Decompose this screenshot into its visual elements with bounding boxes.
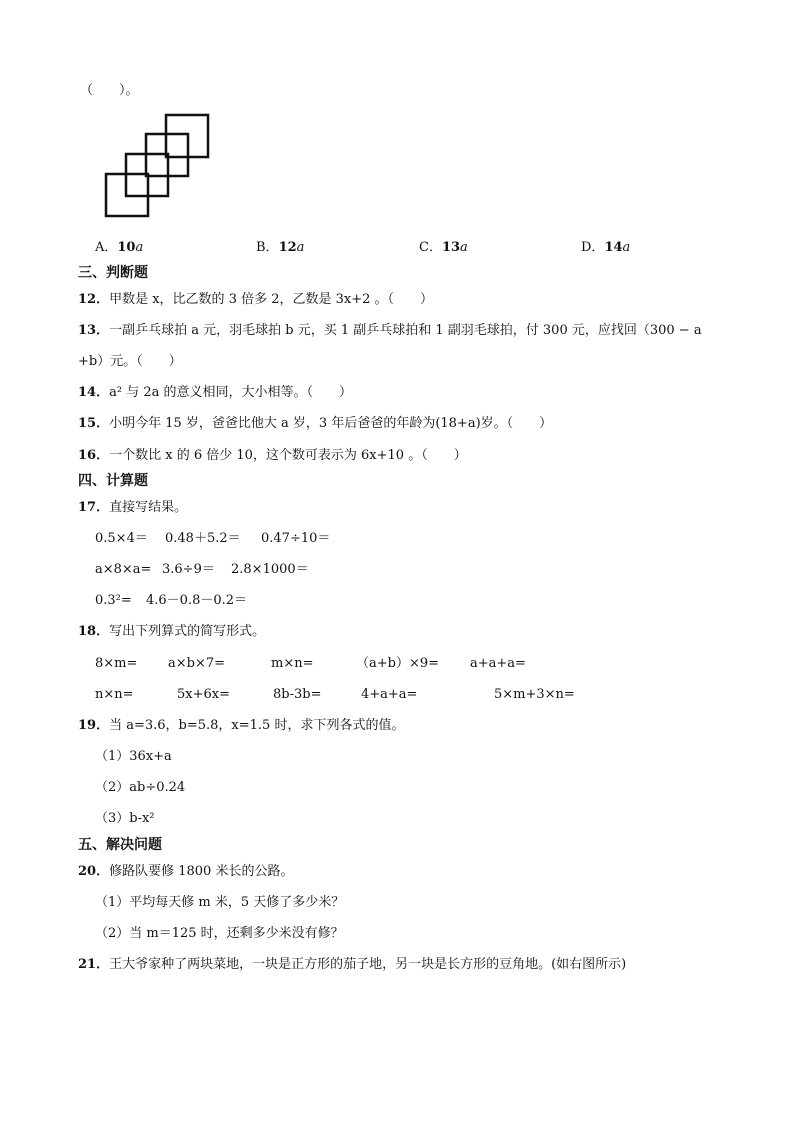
question-15: 15．小明今年 15 岁，爸爸比他大 a 岁，3 年后爸爸的年龄为(18+a)岁。（ ） xyxy=(78,416,553,431)
option-d: D．14a xyxy=(581,240,631,255)
calc-item: 2.8×1000＝ xyxy=(231,562,309,577)
calc-item: 3.6÷9＝ xyxy=(162,562,215,577)
calc-item: 0.48＋5.2＝ xyxy=(165,531,241,546)
question-17: 17．直接写结果。 xyxy=(78,500,188,515)
section-title-judgement: 三、判断题 xyxy=(78,265,148,281)
calc-item: 0.3²= xyxy=(95,593,132,608)
shorthand-item: 8×m= xyxy=(95,656,138,671)
answer-bracket: （ ）。 xyxy=(80,83,139,98)
shorthand-item: a×b×7= xyxy=(168,656,226,671)
shorthand-item: a+a+a= xyxy=(470,656,526,671)
option-a: A．10a xyxy=(95,240,144,255)
shorthand-item: m×n= xyxy=(271,656,314,671)
calc-item: a×8×a= xyxy=(95,562,152,577)
section-title-calculation: 四、计算题 xyxy=(78,473,148,489)
question-13-cont: +b）元。（ ） xyxy=(78,354,182,369)
question-16: 16．一个数比 x 的 6 倍少 10，这个数可表示为 6x+10 。（ ） xyxy=(78,448,467,463)
sub-question: （2）当 m＝125 时，还剩多少米没有修？ xyxy=(95,926,344,941)
question-12: 12．甲数是 x，比乙数的 3 倍多 2，乙数是 3x+2 。（ ） xyxy=(78,292,434,307)
calc-item: 4.6－0.8－0.2＝ xyxy=(146,593,248,608)
overlapping-squares-figure xyxy=(104,112,214,222)
eval-item: （3）b-x² xyxy=(95,811,155,826)
calc-item: 0.47÷10＝ xyxy=(261,531,331,546)
eval-item: （1）36x+a xyxy=(95,749,172,764)
shorthand-item: 5x+6x= xyxy=(177,687,230,702)
shorthand-item: 8b-3b= xyxy=(273,687,322,702)
section-title-problems: 五、解决问题 xyxy=(78,837,162,853)
option-c: C．13a xyxy=(419,240,468,255)
question-21: 21．王大爷家种了两块菜地，一块是正方形的茄子地，另一块是长方形的豆角地。(如右图所示) xyxy=(78,957,627,972)
shorthand-item: 4+a+a= xyxy=(361,687,418,702)
shorthand-item: 5×m+3×n= xyxy=(494,687,575,702)
sub-question: （1）平均每天修 m 米，5 天修了多少米？ xyxy=(95,895,345,910)
question-20: 20．修路队要修 1800 米长的公路。 xyxy=(78,864,294,879)
shorthand-item: （a+b）×9= xyxy=(356,656,440,671)
question-14: 14．a² 与 2a 的意义相同，大小相等。（ ） xyxy=(78,385,352,400)
shorthand-item: n×n= xyxy=(95,687,134,702)
question-18: 18．写出下列算式的简写形式。 xyxy=(78,624,266,639)
question-13: 13．一副乒乓球拍 a 元，羽毛球拍 b 元，买 1 副乒乓球拍和 1 副羽毛球拍，付 300 元，应找回（300 − a xyxy=(78,323,702,338)
option-b: B．12a xyxy=(256,240,305,255)
question-19: 19．当 a=3.6，b=5.8，x=1.5 时，求下列各式的值。 xyxy=(78,718,405,733)
eval-item: （2）ab÷0.24 xyxy=(95,780,186,795)
calc-item: 0.5×4＝ xyxy=(95,531,148,546)
